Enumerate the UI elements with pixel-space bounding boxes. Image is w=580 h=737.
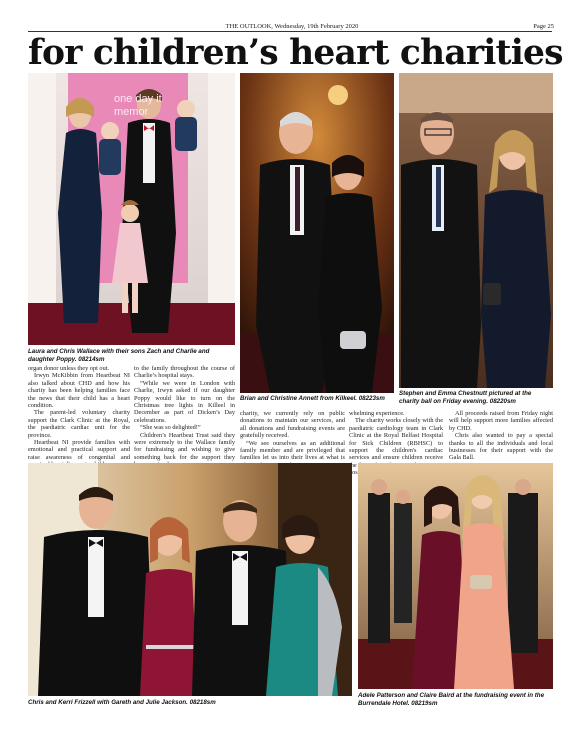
article-column-4: whelming experience. The charity works closely with the paediatric cardiology team in Clark Clinic at the Royal Belfast Hospital for Sick Children (RBHSC) to support the children's cardiac services and ensure children receive the — [349, 410, 443, 469]
caption-photo-2: Brian and Christine Annett from Kilkeel. 08223sm — [240, 395, 385, 402]
publication-date-line: THE OUTLOOK, Wednesday, 19th February 2020 — [225, 23, 359, 30]
caption-photo-3: Stephen and Emma Chestnutt pictured at the charity ball on Friday evening. 08220sm — [399, 390, 532, 405]
caption-photo-4: Chris and Kerri Frizzell with Gareth and Julie Jackson. 08218sm — [28, 699, 216, 706]
header-rule — [28, 31, 552, 32]
article-column-2: to the family throughout the course of Charlie’s hospital stays. “While we were in London with Charlie, Irwyn asked if our daughter Poppy would like to turn on the Christmas tree lights in Killeel in December as part of Dicken’s Day celebrations. “She was so delighted!” Children’s Heartbeat Trust said they were extremely to the Wallace family for fundraising and wishing to give something back for the support they — [134, 365, 235, 461]
photo-wallace-family — [28, 73, 235, 345]
article-column-1: organ donor unless they opt out. Irwyn McKibbin from Heartbeat NI also talked about CHD and how his charity has been helping families face the news that their child has a heart condition. The parent-led voluntary charity support the Clark Clinic at the Royal, the paediatric cardiac unit for the province. Heartbeat NI provide families with emotional and practical support and raise awareness of congenital and — [28, 365, 130, 461]
photo-patterson-baird — [358, 463, 553, 689]
article-column-5: All proceeds raised from Friday night will help support more families affected by CHD. Chris also wanted to pay a special thanks to all the individuals and local businesses for their support with the Gala Ball. — [449, 410, 553, 462]
headline: for children’s heart charities — [28, 33, 563, 73]
photo-frizzell-jackson — [28, 463, 352, 696]
page-number: Page 25 — [533, 23, 554, 30]
article-column-3: charity, we currently rely on public donations to maintain our services, and all donations and fundraising events are gratefully received. “We see ourselves as an additional family member and are privileged that families let us into their lives at what is — [240, 410, 345, 462]
caption-photo-1: Laura and Chris Wallace with their sons Zach and Charlie and daughter Poppy. 08214sm — [28, 348, 210, 363]
photo-annett — [240, 73, 394, 393]
caption-photo-5: Adele Patterson and Claire Baird at the fundraising event in the Burrendale Hotel. 08219sm — [358, 692, 545, 707]
banner-text: one day it memor — [114, 93, 162, 118]
photo-chestnutt — [399, 73, 553, 388]
